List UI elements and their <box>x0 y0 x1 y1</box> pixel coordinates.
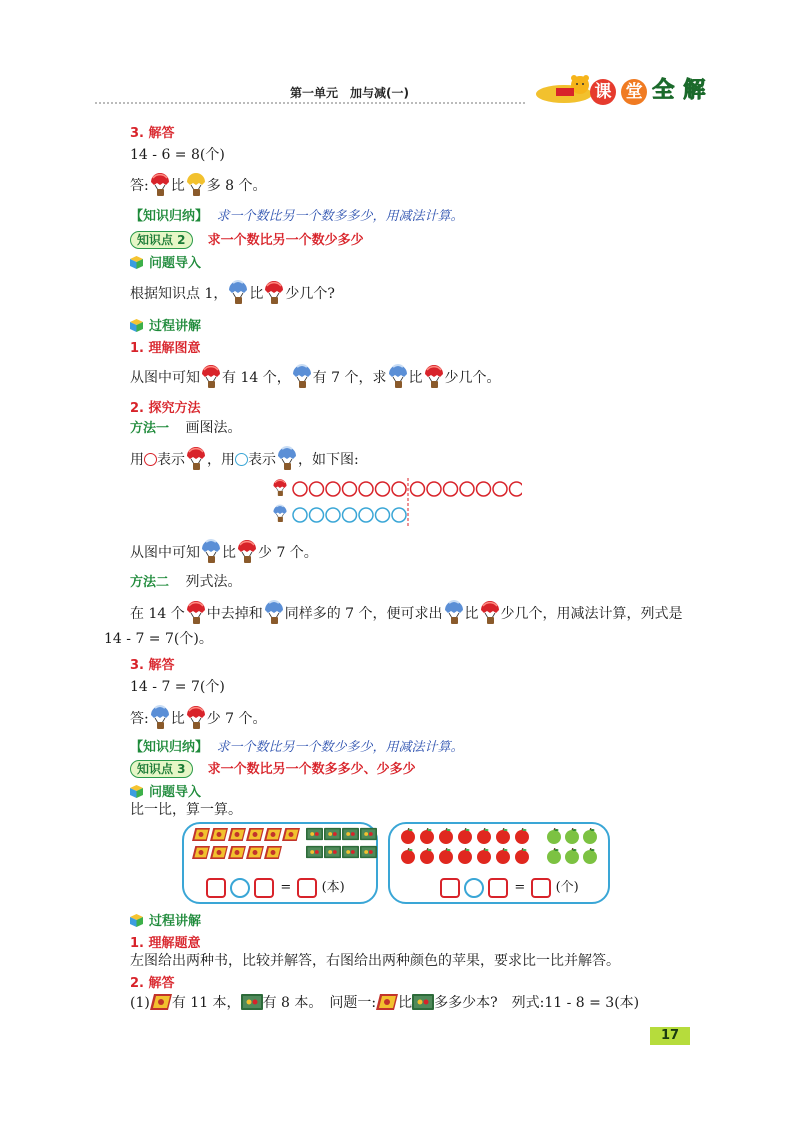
kp2-step3-title: 3. 解答 <box>130 658 175 673</box>
answer-box[interactable] <box>254 878 274 898</box>
kp2-badge: 知识点 2 <box>130 231 193 249</box>
equals-sign: = <box>514 880 526 895</box>
green-apple-icon <box>546 848 562 864</box>
equals-sign: = <box>280 880 292 895</box>
circle-comparison-figure <box>272 476 522 528</box>
kp2-title: 求一个数比另一个数少多少 <box>207 233 364 248</box>
red-apple-icon <box>514 848 530 864</box>
red-apple-icon <box>476 848 492 864</box>
brand-word <box>590 73 709 103</box>
green-apples-group <box>546 828 606 864</box>
result-box[interactable] <box>531 878 551 898</box>
brand-char-2: 堂 <box>621 79 647 105</box>
red-circle <box>444 482 458 496</box>
kp2-method1-legend: 用 表示 ，用 表示 ，如下图: <box>130 446 359 472</box>
red-circle <box>477 482 491 496</box>
kp2-answer: 答: 比 少 7 个。 <box>130 705 267 731</box>
kp3-heading <box>130 758 416 778</box>
green-book-icon <box>324 827 341 841</box>
cube-icon <box>130 785 143 798</box>
brand-char-1: 课 <box>590 79 616 105</box>
blue-circle <box>310 508 324 522</box>
red-balloon-icon <box>263 280 285 306</box>
green-book-icon <box>342 845 359 859</box>
red-apple-icon <box>457 828 473 844</box>
blue-balloon-icon <box>387 364 409 390</box>
kp3-step2-title: 2. 解答 <box>130 976 175 991</box>
blue-balloon-icon <box>227 280 249 306</box>
red-book-icon <box>210 845 228 860</box>
red-book-icon <box>228 845 246 860</box>
red-apple-icon <box>476 828 492 844</box>
green-apple-icon <box>564 828 580 844</box>
red-book-icon <box>246 845 264 860</box>
kp2-step1-text: 从图中可知 有 14 个， 有 7 个，求 比 少几个。 <box>130 364 501 390</box>
red-apple-icon <box>514 828 530 844</box>
red-balloon-icon <box>185 705 207 731</box>
green-apple-icon <box>546 828 562 844</box>
green-book-icon <box>306 845 323 859</box>
green-apple-icon <box>582 848 598 864</box>
blue-balloon-icon <box>263 600 285 626</box>
result-box[interactable] <box>297 878 317 898</box>
cube-icon <box>130 256 143 269</box>
header-dotted-rule <box>95 102 525 104</box>
operator-circle[interactable] <box>464 878 484 898</box>
answer-box[interactable] <box>206 878 226 898</box>
summary-2: 【知识归纳】 求一个数比另一个数少多少，用减法计算。 <box>130 740 464 755</box>
blue-balloon-icon <box>200 539 222 565</box>
red-apple-icon <box>438 848 454 864</box>
summary-1: 【知识归纳】 求一个数比另一个数多多少，用减法计算。 <box>130 209 464 224</box>
red-apples-group <box>400 828 540 864</box>
brand-char-3: 全 <box>652 78 675 103</box>
kp2-method1-result: 从图中可知 比 少 7 个。 <box>130 539 318 565</box>
red-apple-icon <box>457 848 473 864</box>
red-balloon-icon <box>149 172 171 198</box>
kp2-equation: 14 - 7 = 7(个) <box>130 679 225 695</box>
green-book-icon <box>360 845 377 859</box>
red-book-icon <box>228 827 246 842</box>
apples-panel <box>388 822 610 904</box>
red-circle <box>460 482 474 496</box>
blue-circle <box>326 508 340 522</box>
red-circle <box>392 482 406 496</box>
green-apple-icon <box>582 828 598 844</box>
green-book-icon <box>324 845 341 859</box>
s1-equation: 14 - 6 = 8(个) <box>130 147 225 163</box>
red-apple-icon <box>495 848 511 864</box>
green-apple-icon <box>564 848 580 864</box>
answer-box[interactable] <box>440 878 460 898</box>
red-balloon-icon <box>479 600 501 626</box>
kp3-step1-text: 左图给出两种书，比较并解答，右图给出两种颜色的苹果，要求比一比并解答。 <box>130 953 620 969</box>
red-book-icon <box>246 827 264 842</box>
red-book-icon <box>150 993 172 1011</box>
kp2-intro-text: 根据知识点 1， 比 少几个? <box>130 280 335 306</box>
cube-icon <box>130 319 143 332</box>
red-circle <box>427 482 441 496</box>
green-book-icon <box>241 993 263 1011</box>
page-number: 17 <box>650 1027 690 1045</box>
red-book-icon <box>210 827 228 842</box>
kp2-heading <box>130 229 364 249</box>
red-apple-icon <box>400 848 416 864</box>
red-circle <box>359 482 373 496</box>
kp2-process-head: 过程讲解 <box>130 315 201 334</box>
blue-balloon-icon <box>443 600 465 626</box>
red-book-icon <box>192 827 210 842</box>
s1-answer: 答: 比 多 8 个。 <box>130 172 267 198</box>
blue-balloon-icon <box>149 705 171 731</box>
apples-equation-row <box>440 876 579 898</box>
circle-diagram <box>272 476 522 528</box>
blue-balloon-icon <box>291 364 313 390</box>
kp2-method1: 方法一 画图法。 <box>130 420 242 436</box>
kp3-badge: 知识点 3 <box>130 760 193 778</box>
kp2-method2-equation: 14 - 7 = 7(个)。 <box>104 631 213 647</box>
kp3-process-head: 过程讲解 <box>130 910 201 929</box>
red-book-icon <box>192 845 210 860</box>
red-apple-icon <box>400 828 416 844</box>
blue-circle <box>376 508 390 522</box>
unit-title: 第一单元 加与减(一) <box>290 86 409 100</box>
kp2-method2: 方法二 列式法。 <box>130 574 242 590</box>
red-balloon-icon <box>236 539 258 565</box>
kp3-intro-text: 比一比，算一算。 <box>130 802 242 818</box>
green-book-icon <box>360 827 377 841</box>
red-balloon-icon <box>185 600 207 626</box>
operator-circle[interactable] <box>230 878 250 898</box>
books-unit: (本) <box>321 880 345 895</box>
red-book-icon <box>282 827 300 842</box>
red-apple-icon <box>495 828 511 844</box>
blue-circle <box>392 508 406 522</box>
kp2-step1-title: 1. 理解图意 <box>130 341 201 356</box>
answer-box[interactable] <box>488 878 508 898</box>
blue-circle <box>359 508 373 522</box>
blue-circle <box>343 508 357 522</box>
green-book-icon <box>342 827 359 841</box>
green-book-icon <box>412 993 434 1011</box>
books-equation-row <box>206 876 345 898</box>
red-circle <box>310 482 324 496</box>
red-balloon-icon <box>200 364 222 390</box>
books-panel <box>182 822 378 904</box>
red-circle <box>376 482 390 496</box>
kp3-title: 求一个数比另一个数多多少、少多少 <box>207 762 416 777</box>
red-circle <box>493 482 507 496</box>
red-apple-icon <box>438 828 454 844</box>
kp2-step2-title: 2. 探究方法 <box>130 401 201 416</box>
red-book-icon <box>264 845 282 860</box>
red-books-group <box>192 827 304 863</box>
blue-circle <box>293 508 307 522</box>
red-circle <box>326 482 340 496</box>
kp3-step2-text: (1) 有 11 本， 有 8 本。 问题一: 比 多多少本? 列式:11 - 8 = 3(本) <box>130 995 640 1011</box>
red-book-icon <box>376 993 398 1011</box>
apples-unit: (个) <box>555 880 579 895</box>
cube-icon <box>130 914 143 927</box>
red-balloon-icon <box>423 364 445 390</box>
kp3-intro-head: 问题导入 <box>130 781 201 800</box>
green-book-icon <box>306 827 323 841</box>
kp2-intro-head: 问题导入 <box>130 252 201 271</box>
red-apple-icon <box>419 848 435 864</box>
kp2-method2-text: 在 14 个 中去掉和 同样多的 7 个，便可求出 比 少几个，用减法计算，列式是 <box>130 600 683 626</box>
red-circle <box>293 482 307 496</box>
red-circle <box>343 482 357 496</box>
yellow-balloon-icon <box>185 172 207 198</box>
red-circle-icon <box>144 453 157 466</box>
red-circle <box>411 482 425 496</box>
kp3-step1-title: 1. 理解题意 <box>130 936 201 951</box>
red-book-icon <box>264 827 282 842</box>
blue-balloon-icon <box>276 446 298 472</box>
blue-circle-icon <box>235 453 248 466</box>
red-apple-icon <box>419 828 435 844</box>
green-books-group <box>306 827 378 863</box>
brand-char-4: 解 <box>683 78 706 103</box>
red-circle <box>510 482 523 496</box>
s1-step3-title: 3. 解答 <box>130 126 175 141</box>
red-balloon-icon <box>185 446 207 472</box>
